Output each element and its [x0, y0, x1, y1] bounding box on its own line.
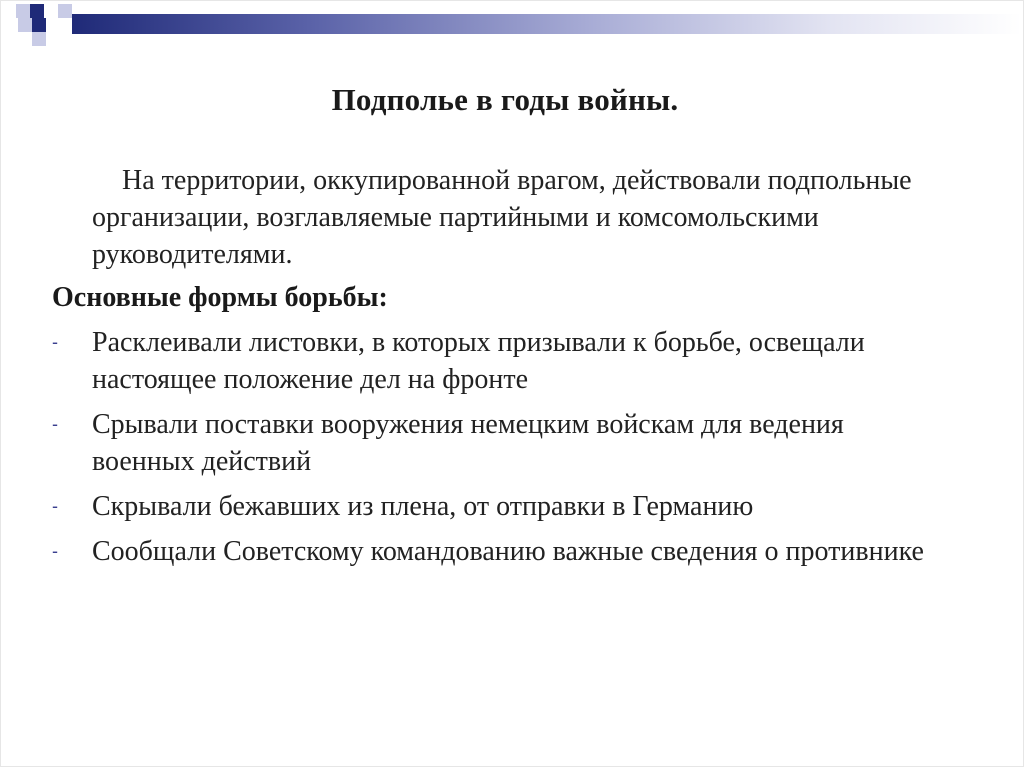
decor-square	[30, 4, 44, 18]
list-item	[52, 488, 952, 525]
decor-square	[4, 18, 18, 32]
decor-square	[18, 18, 32, 32]
decor-square	[16, 4, 30, 18]
decor-square	[32, 32, 46, 46]
list-item-text: Скрывали бежавших из плена, от отправки в Германию	[92, 491, 754, 522]
slide-title: Подполье в годы войны.	[331, 82, 679, 117]
list-item-text: Срывали поставки вооружения немецким войскам для ведения военных действий	[92, 409, 844, 477]
dash-bullet-icon: -	[52, 332, 58, 352]
decor-square	[46, 32, 58, 44]
decor-square	[32, 18, 46, 32]
decor-square	[44, 4, 58, 18]
list-item-text: Сообщали Советскому командованию важные сведения о противнике	[92, 536, 924, 567]
list-item	[52, 533, 952, 570]
bullet-list	[52, 324, 952, 578]
list-item-text: Расклеивали листовки, в которых призывали к борьбе, освещали настоящее положение дел на фронте	[92, 327, 865, 395]
decor-square	[16, 32, 30, 46]
section-subtitle: Основные формы борьбы:	[52, 282, 388, 313]
dash-bullet-icon: -	[52, 496, 58, 516]
dash-bullet-icon: -	[52, 414, 58, 434]
header-gradient-bar	[72, 14, 1022, 34]
decor-square	[58, 4, 72, 18]
intro-paragraph: На территории, оккупированной врагом, действовали подпольные организации, возглавляемые партийными и комсомольскими руководителями.	[92, 165, 912, 270]
list-item	[52, 406, 952, 480]
dash-bullet-icon: -	[52, 541, 58, 561]
list-item	[52, 324, 952, 398]
